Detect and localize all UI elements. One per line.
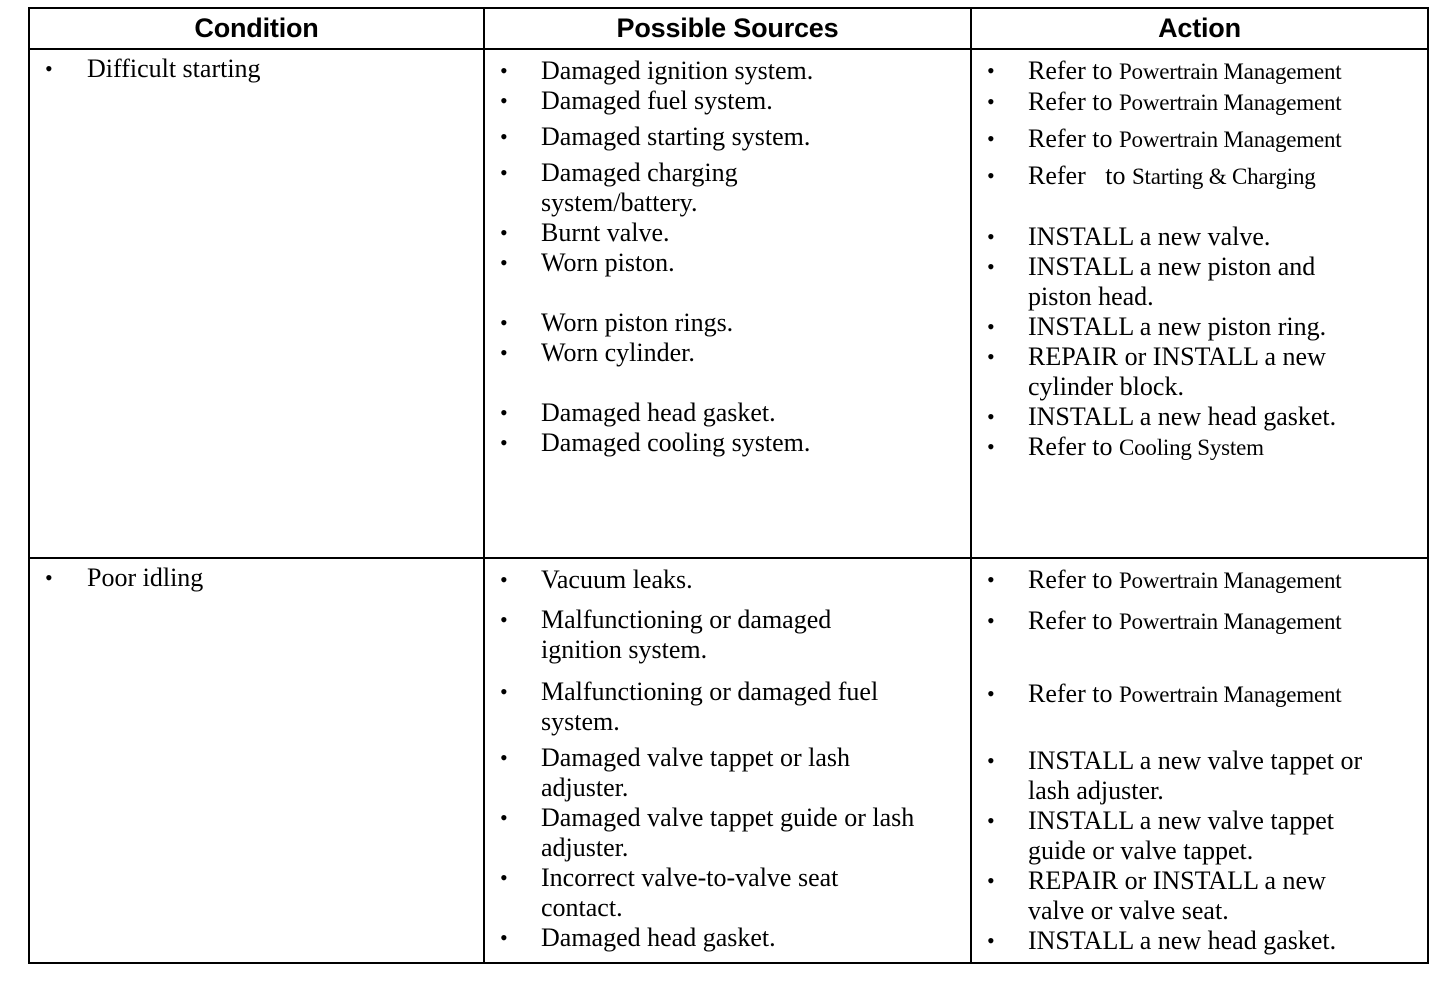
- list-item: [972, 746, 1388, 806]
- bullet-icon: •: [500, 124, 508, 149]
- bullet-icon: •: [987, 58, 995, 83]
- action-text: INSTALL a new head gasket.: [1028, 926, 1337, 955]
- list-item: [485, 56, 970, 86]
- reference-link[interactable]: Powertrain Management: [1118, 59, 1342, 84]
- bullet-icon: •: [500, 745, 508, 770]
- list-item: [485, 677, 901, 737]
- source-text: Damaged ignition system.: [541, 56, 814, 85]
- action-text: REPAIR or INSTALL a new valve or valve seat.: [1028, 866, 1326, 925]
- bullet-icon: •: [500, 58, 508, 83]
- action-text: Refer to: [1028, 124, 1119, 153]
- action-cell: [971, 49, 1428, 558]
- list-item: [972, 926, 1427, 956]
- bullet-icon: •: [500, 679, 508, 704]
- bullet-icon: •: [500, 805, 508, 830]
- action-text: INSTALL a new valve tappet guide or valve tappet.: [1028, 806, 1334, 865]
- list-item: [972, 402, 1427, 432]
- bullet-icon: •: [500, 310, 508, 335]
- reference-link[interactable]: Powertrain Management: [1118, 609, 1342, 634]
- list-item: [972, 312, 1427, 342]
- list-item: [972, 679, 1427, 710]
- source-text: Damaged valve tappet guide or lash adjuster.: [541, 803, 915, 862]
- header-action: Action: [971, 8, 1428, 49]
- condition-text: Difficult starting: [87, 54, 261, 83]
- list-item: [485, 338, 970, 368]
- action-text: INSTALL a new head gasket.: [1028, 402, 1337, 431]
- action-text: INSTALL a new piston ring.: [1028, 312, 1327, 341]
- reference-link[interactable]: Cooling System: [1118, 435, 1264, 460]
- diagnosis-table: [28, 7, 1429, 964]
- bullet-icon: •: [987, 89, 995, 114]
- source-text: Damaged head gasket.: [541, 398, 776, 427]
- action-text: Refer to: [1028, 565, 1119, 594]
- bullet-icon: •: [987, 344, 995, 369]
- sources-list: [485, 50, 970, 458]
- bullet-icon: •: [987, 404, 995, 429]
- source-text: Damaged starting system.: [541, 122, 811, 151]
- condition-text: Poor idling: [87, 563, 204, 592]
- action-text: INSTALL a new valve.: [1028, 222, 1271, 251]
- action-list: [972, 50, 1427, 463]
- condition-cell: [29, 558, 484, 963]
- source-text: Incorrect valve-to-valve seat contact.: [541, 863, 839, 922]
- action-text: Refer to: [1028, 161, 1132, 190]
- action-text: INSTALL a new piston and piston head.: [1028, 252, 1316, 311]
- source-text: Worn cylinder.: [541, 338, 695, 367]
- bullet-icon: •: [987, 808, 995, 833]
- sources-list: [485, 559, 970, 953]
- bullet-icon: •: [500, 250, 508, 275]
- bullet-icon: •: [987, 928, 995, 953]
- header-condition: Condition: [29, 8, 484, 49]
- bullet-icon: •: [987, 434, 995, 459]
- bullet-icon: •: [987, 567, 995, 592]
- bullet-icon: •: [500, 430, 508, 455]
- list-item: [485, 158, 841, 218]
- reference-link[interactable]: Powertrain Management: [1118, 127, 1342, 152]
- table-row: [29, 49, 1428, 558]
- list-item: [972, 161, 1427, 192]
- condition-list: [30, 559, 483, 593]
- list-item: [485, 605, 901, 665]
- source-text: Damaged head gasket.: [541, 923, 776, 952]
- condition-cell: [29, 49, 484, 558]
- source-text: Burnt valve.: [541, 218, 670, 247]
- source-text: Worn piston.: [541, 248, 675, 277]
- source-text: Malfunctioning or damaged fuel system.: [541, 677, 879, 736]
- list-item: [972, 432, 1427, 463]
- list-item: [485, 743, 921, 803]
- list-item: [485, 308, 970, 338]
- list-item: [972, 56, 1427, 87]
- source-text: Damaged charging system/battery.: [541, 158, 738, 217]
- list-item: [485, 218, 970, 248]
- action-cell: [971, 558, 1428, 963]
- action-text: Refer to: [1028, 679, 1119, 708]
- list-item: [972, 124, 1427, 155]
- action-text: Refer to: [1028, 606, 1119, 635]
- list-item: [972, 222, 1427, 252]
- reference-link[interactable]: Powertrain Management: [1118, 682, 1342, 707]
- list-item: [972, 252, 1368, 312]
- list-item: [30, 563, 483, 593]
- bullet-icon: •: [987, 126, 995, 151]
- list-item: [485, 428, 970, 458]
- list-item: [972, 565, 1427, 596]
- bullet-icon: •: [500, 160, 508, 185]
- reference-link[interactable]: Powertrain Management: [1118, 90, 1342, 115]
- list-item: [972, 866, 1378, 926]
- bullet-icon: •: [987, 224, 995, 249]
- bullet-icon: •: [987, 748, 995, 773]
- sources-cell: [484, 558, 971, 963]
- list-item: [485, 86, 970, 116]
- bullet-icon: •: [987, 681, 995, 706]
- source-text: Damaged valve tappet or lash adjuster.: [541, 743, 850, 802]
- bullet-icon: •: [500, 865, 508, 890]
- list-item: [485, 863, 921, 923]
- bullet-icon: •: [987, 314, 995, 339]
- action-text: REPAIR or INSTALL a new cylinder block.: [1028, 342, 1326, 401]
- action-text: INSTALL a new valve tappet or lash adjuster.: [1028, 746, 1363, 805]
- bullet-icon: •: [500, 607, 508, 632]
- bullet-icon: •: [500, 220, 508, 245]
- list-item: [485, 122, 970, 152]
- bullet-icon: •: [500, 567, 508, 592]
- source-text: Malfunctioning or damaged ignition system.: [541, 605, 832, 664]
- list-item: [972, 606, 1427, 637]
- bullet-icon: •: [987, 254, 995, 279]
- bullet-icon: •: [987, 868, 995, 893]
- list-item: [972, 87, 1427, 118]
- bullet-icon: •: [45, 565, 53, 590]
- list-item: [485, 565, 970, 595]
- bullet-icon: •: [500, 925, 508, 950]
- source-text: Vacuum leaks.: [541, 565, 693, 594]
- action-text: Refer to: [1028, 56, 1119, 85]
- list-item: [485, 398, 970, 428]
- reference-link[interactable]: Starting & Charging: [1131, 164, 1316, 189]
- action-list: [972, 559, 1427, 956]
- source-text: Worn piston rings.: [541, 308, 734, 337]
- list-item: [972, 342, 1388, 402]
- action-text: Refer to: [1028, 432, 1119, 461]
- list-item: [485, 248, 970, 278]
- bullet-icon: •: [987, 608, 995, 633]
- header-possible-sources: Possible Sources: [484, 8, 971, 49]
- list-item: [972, 806, 1388, 866]
- bullet-icon: •: [45, 56, 53, 81]
- list-item: [485, 923, 970, 953]
- source-text: Damaged fuel system.: [541, 86, 773, 115]
- bullet-icon: •: [500, 340, 508, 365]
- header-row: [29, 8, 1428, 49]
- action-text: Refer to: [1028, 87, 1119, 116]
- list-item: [30, 54, 483, 84]
- sources-cell: [484, 49, 971, 558]
- bullet-icon: •: [987, 163, 995, 188]
- source-text: Damaged cooling system.: [541, 428, 811, 457]
- list-item: [485, 803, 941, 863]
- reference-link[interactable]: Powertrain Management: [1118, 568, 1342, 593]
- bullet-icon: •: [500, 400, 508, 425]
- condition-list: [30, 50, 483, 84]
- bullet-icon: •: [500, 88, 508, 113]
- table-row: [29, 558, 1428, 963]
